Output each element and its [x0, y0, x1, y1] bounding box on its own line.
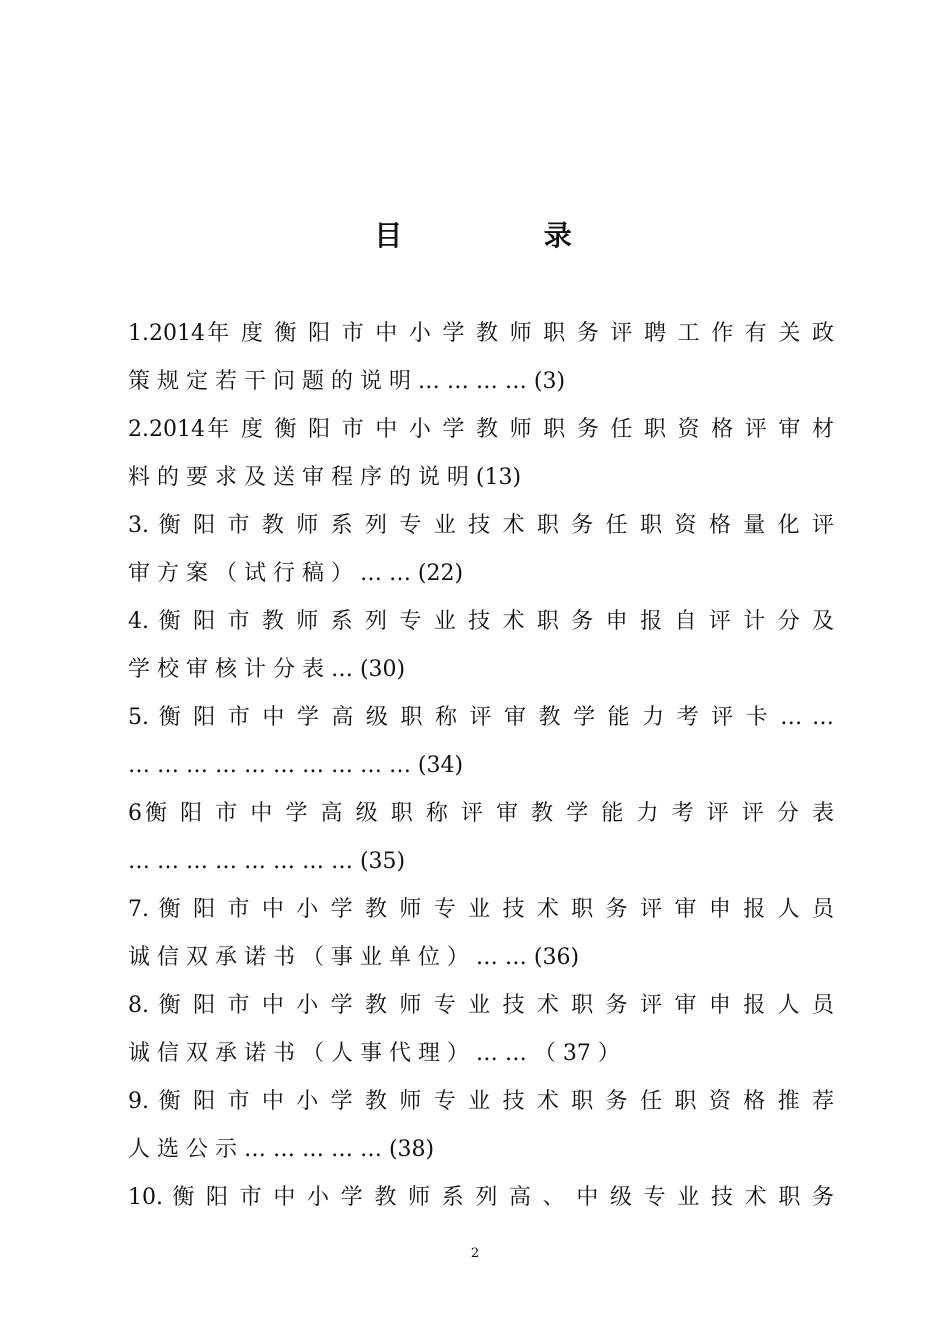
toc-line: 诚 信 双 承 诺 书 （ 事 业 单 位 ） … … (36)	[128, 945, 580, 970]
toc-line: 4. 衡 阳 市 教 师 系 列 专 业 技 术 职 务 申 报 自 评 计 分 及	[128, 609, 834, 634]
toc-line: 3. 衡 阳 市 教 师 系 列 专 业 技 术 职 务 任 职 资 格 量 化 评	[128, 513, 834, 538]
toc-line: 策 规 定 若 干 问 题 的 说 明 … … … … (3)	[128, 369, 566, 394]
toc-line: 审 方 案 （ 试 行 稿 ） … … (22)	[128, 561, 464, 586]
page-title	[0, 214, 950, 254]
toc-line: 8. 衡 阳 市 中 小 学 教 师 专 业 技 术 职 务 评 审 申 报 人 员	[128, 993, 834, 1018]
title-char-left: 目	[374, 219, 407, 252]
table-of-contents	[128, 310, 834, 1222]
toc-line: … … … … … … … … … … (34)	[128, 753, 464, 778]
toc-line: 9. 衡 阳 市 中 小 学 教 师 专 业 技 术 职 务 任 职 资 格 推 荐	[128, 1089, 834, 1114]
toc-line: 1.2014年 度 衡 阳 市 中 小 学 教 师 职 务 评 聘 工 作 有 关 政	[128, 321, 834, 346]
toc-line: 10. 衡 阳 市 中 小 学 教 师 系 列 高 、 中 级 专 业 技 术 职 务	[128, 1185, 834, 1210]
toc-line: 料 的 要 求 及 送 审 程 序 的 说 明 (13)	[128, 465, 522, 490]
toc-line: 6衡 阳 市 中 学 高 级 职 称 评 审 教 学 能 力 考 评 评 分 表	[128, 801, 834, 826]
toc-line: 诚 信 双 承 诺 书 （ 人 事 代 理 ） … … （ 37 ）	[128, 1041, 620, 1066]
toc-line: 7. 衡 阳 市 中 小 学 教 师 专 业 技 术 职 务 评 审 申 报 人 员	[128, 897, 834, 922]
toc-line: 人 选 公 示 … … … … … (38)	[128, 1137, 435, 1162]
toc-line: 2.2014年 度 衡 阳 市 中 小 学 教 师 职 务 任 职 资 格 评 审 材	[128, 417, 834, 442]
toc-line: 学 校 审 核 计 分 表 … (30)	[128, 657, 406, 682]
page-number: 2	[470, 1246, 480, 1261]
title-char-right: 录	[543, 219, 576, 252]
toc-line: 5. 衡 阳 市 中 学 高 级 职 称 评 审 教 学 能 力 考 评 卡 … …	[128, 705, 834, 730]
toc-line: … … … … … … … … (35)	[128, 849, 406, 874]
